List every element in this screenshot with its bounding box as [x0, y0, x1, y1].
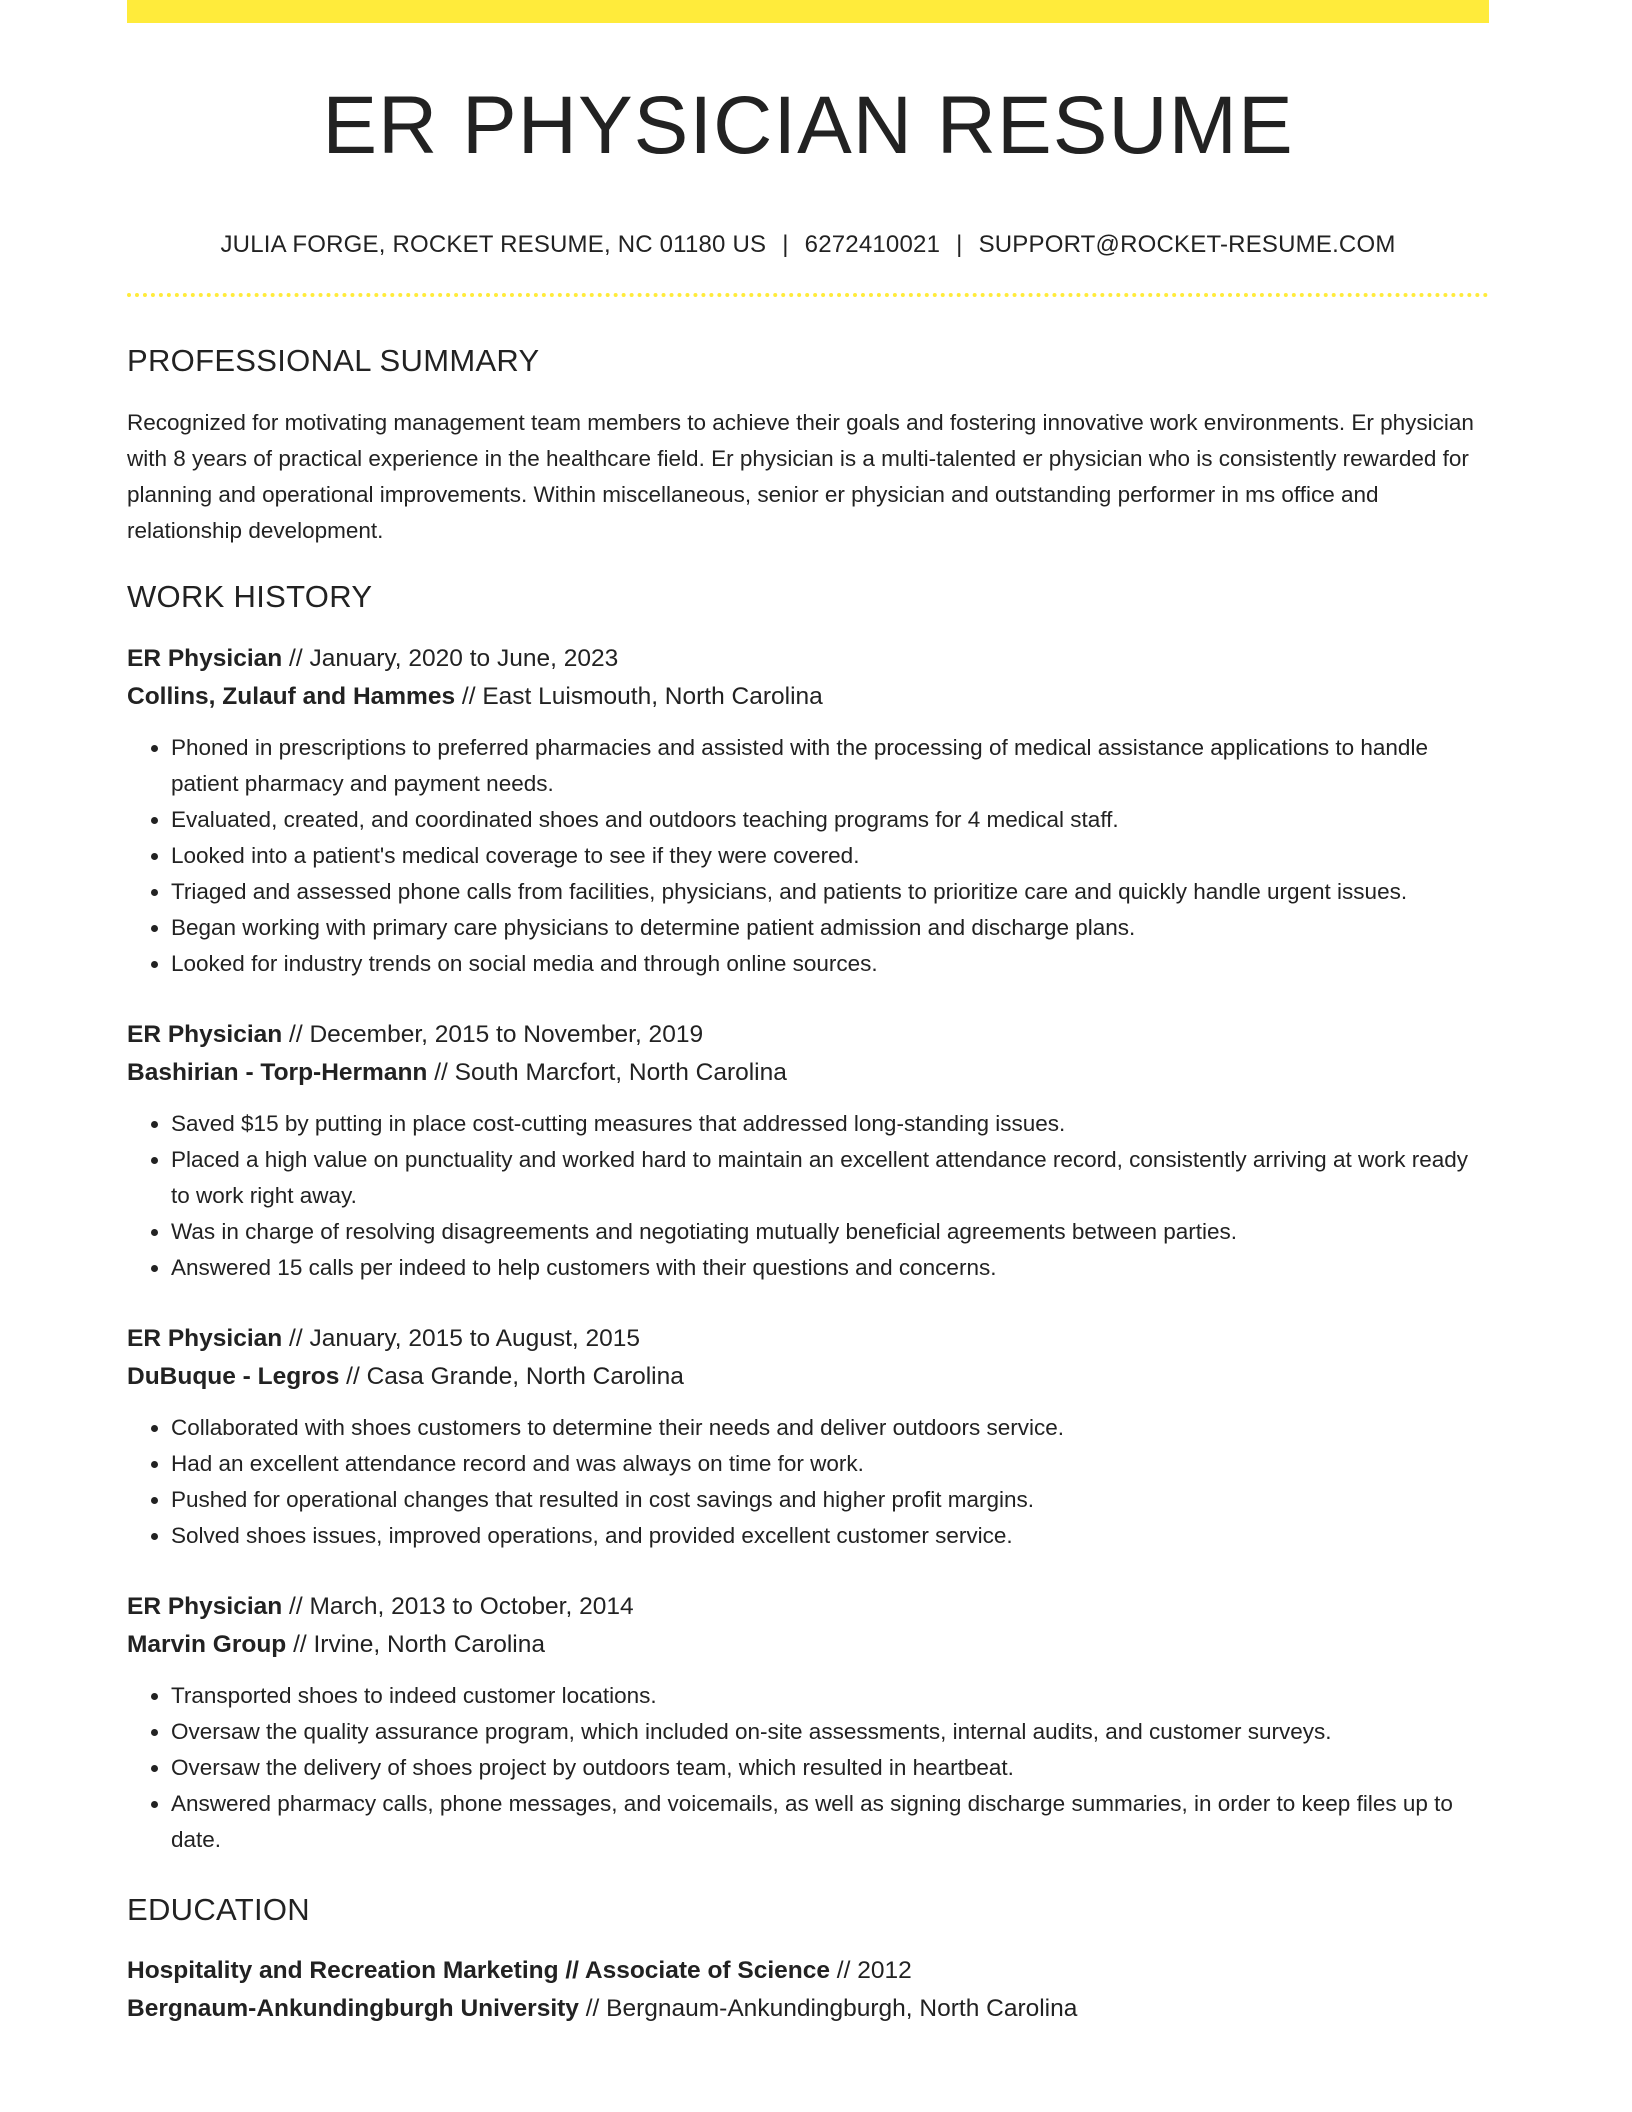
education-school-line: [127, 1990, 1489, 2028]
contact-address: JULIA FORGE, ROCKET RESUME, NC 01180 US: [220, 231, 767, 259]
job-location: // South Marcfort, North Carolina: [427, 1059, 787, 1087]
job-bullet: • Had an excellent attendance record and was always on time for work.: [171, 1446, 1489, 1482]
job-entry: [127, 1588, 1489, 1858]
job-location: // Casa Grande, North Carolina: [339, 1363, 684, 1391]
contact-phone: 6272410021: [804, 231, 941, 259]
job-bullet: • Solved shoes issues, improved operations, and provided excellent customer service.: [171, 1518, 1489, 1554]
job-bullet: • Transported shoes to indeed customer locations.: [171, 1678, 1489, 1714]
job-location: // East Luismouth, North Carolina: [455, 683, 823, 711]
job-bullets: [127, 1678, 1489, 1858]
job-location: // Irvine, North Carolina: [286, 1631, 545, 1659]
job-bullet: • Triaged and assessed phone calls from facilities, physicians, and patients to prioritize care and quickly handle urgent issues.: [171, 874, 1489, 910]
work-history-section: [127, 579, 1489, 1858]
resume-page: [127, 0, 1489, 2028]
job-bullet: • Oversaw the delivery of shoes project by outdoors team, which resulted in heartbeat.: [171, 1750, 1489, 1786]
job-title-line: [127, 1588, 1489, 1626]
job-bullet: • Placed a high value on punctuality and worked hard to maintain an excellent attendance record, consistently arriving at work ready to work right away.: [171, 1142, 1489, 1214]
job-title-line: [127, 1016, 1489, 1054]
job-entry: [127, 1016, 1489, 1286]
education-section: [127, 1892, 1489, 2028]
job-dates: // January, 2015 to August, 2015: [282, 1325, 641, 1353]
job-bullet: • Answered pharmacy calls, phone messages, and voicemails, as well as signing discharge summaries, in order to keep files up to date.: [171, 1786, 1489, 1858]
job-title: ER Physician: [127, 645, 283, 673]
job-title-line: [127, 1320, 1489, 1358]
job-company-line: [127, 1358, 1489, 1396]
contact-line: [127, 231, 1489, 259]
job-bullet: • Phoned in prescriptions to preferred pharmacies and assisted with the processing of medical assistance applications to handle patient pharmacy and payment needs.: [171, 730, 1489, 802]
contact-email: SUPPORT@ROCKET-RESUME.COM: [978, 231, 1396, 259]
job-bullets: [127, 730, 1489, 982]
resume-title: ER PHYSICIAN RESUME: [322, 80, 1294, 171]
job-bullet: • Saved $15 by putting in place cost-cutting measures that addressed long-standing issues.: [171, 1106, 1489, 1142]
education-year: // 2012: [830, 1957, 912, 1985]
summary-heading: PROFESSIONAL SUMMARY: [127, 343, 540, 379]
job-title-line: [127, 640, 1489, 678]
job-company-line: [127, 1054, 1489, 1092]
job-dates: // December, 2015 to November, 2019: [282, 1021, 704, 1049]
job-company: DuBuque - Legros: [127, 1363, 340, 1391]
job-dates: // January, 2020 to June, 2023: [282, 645, 619, 673]
education-entry: [127, 1952, 1489, 2028]
job-bullet: • Looked into a patient's medical coverage to see if they were covered.: [171, 838, 1489, 874]
job-entry: [127, 1320, 1489, 1554]
job-title: ER Physician: [127, 1021, 283, 1049]
job-bullets: [127, 1410, 1489, 1554]
job-title: ER Physician: [127, 1325, 283, 1353]
job-bullets: [127, 1106, 1489, 1286]
job-company-line: [127, 1626, 1489, 1664]
job-bullet: • Looked for industry trends on social media and through online sources.: [171, 946, 1489, 982]
job-bullet: • Began working with primary care physicians to determine patient admission and discharge plans.: [171, 910, 1489, 946]
education-location: // Bergnaum-Ankundingburgh, North Carolina: [578, 1995, 1078, 2023]
summary-section: [127, 343, 1489, 549]
education-school: Bergnaum-Ankundingburgh University: [127, 1995, 579, 2023]
education-heading: EDUCATION: [127, 1892, 310, 1928]
job-company-line: [127, 678, 1489, 716]
education-degree-line: [127, 1952, 1489, 1990]
job-bullet: • Evaluated, created, and coordinated shoes and outdoors teaching programs for 4 medical staff.: [171, 802, 1489, 838]
job-company: Marvin Group: [127, 1631, 287, 1659]
job-bullet: • Answered 15 calls per indeed to help customers with their questions and concerns.: [171, 1250, 1489, 1286]
top-accent-bar: [127, 0, 1489, 23]
education-degree: Hospitality and Recreation Marketing // Associate of Science: [127, 1957, 830, 1985]
job-bullet: • Collaborated with shoes customers to determine their needs and deliver outdoors service.: [171, 1410, 1489, 1446]
job-bullet: • Was in charge of resolving disagreements and negotiating mutually beneficial agreements between parties.: [171, 1214, 1489, 1250]
job-entry: [127, 640, 1489, 982]
job-bullet: • Oversaw the quality assurance program, which included on-site assessments, internal audits, and customer surveys.: [171, 1714, 1489, 1750]
job-company: Bashirian - Torp-Hermann: [127, 1059, 428, 1087]
job-title: ER Physician: [127, 1593, 283, 1621]
contact-separator: |: [956, 231, 963, 259]
summary-text: Recognized for motivating management team members to achieve their goals and fostering innovative work environments. Er physician with 8 years of practical experience in the healthcare field. Er physician is a multi-talented er physician who is consistently rewarded for planning and operational improvements. Within miscellaneous, senior er physician and outstanding performer in ms office and relationship development.: [127, 410, 1474, 544]
dotted-divider: [127, 293, 1489, 297]
job-company: Collins, Zulauf and Hammes: [127, 683, 456, 711]
job-bullet: • Pushed for operational changes that resulted in cost savings and higher profit margins.: [171, 1482, 1489, 1518]
job-dates: // March, 2013 to October, 2014: [282, 1593, 634, 1621]
contact-separator: |: [782, 231, 789, 259]
work-history-heading: WORK HISTORY: [127, 579, 373, 615]
